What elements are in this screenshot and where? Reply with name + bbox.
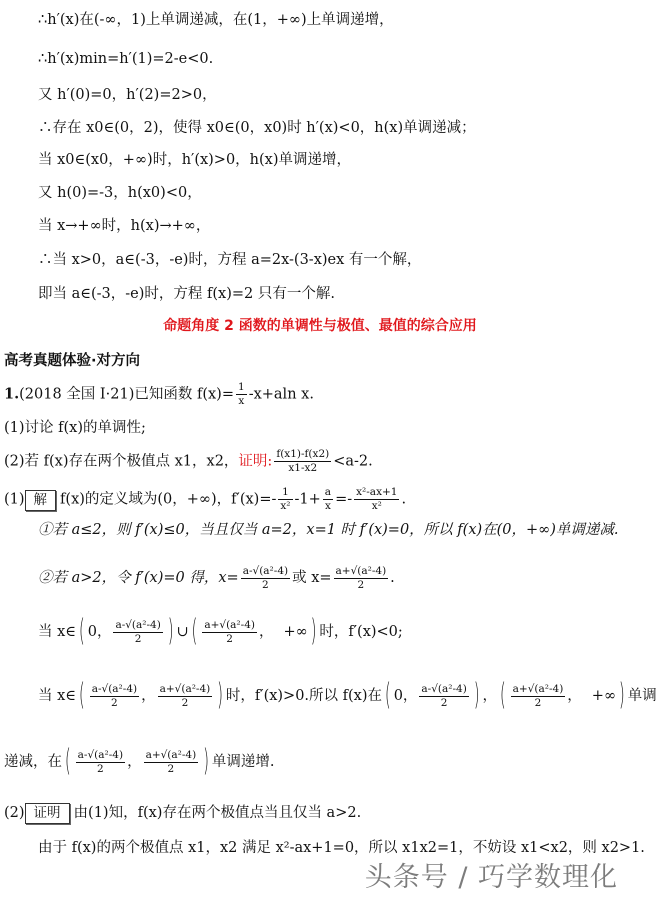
- root-plus-b: $\frac{\text{a+√(a²-4)}}{2}$: [159, 682, 211, 709]
- case2-end: .: [390, 570, 395, 586]
- increasing-line: [38, 676, 657, 716]
- text-line-4: ∴存在 x0∈(0，2)，使得 x0∈(0，x0)时 h′(x)<0，h(x)单调递减；: [38, 120, 476, 136]
- text-line-3: 又 h′(0)=0，h′(2)=2>0，: [38, 87, 217, 103]
- interval-comma-c: ，: [141, 688, 156, 704]
- part2-text: (2)若 f(x)存在两个极值点 x1，x2，: [4, 453, 239, 470]
- derivative-frac-2: $\frac{a}{x}$: [324, 486, 332, 512]
- negative-tail: 时，f′(x)<0;: [319, 624, 403, 640]
- left-paren-d: (: [385, 679, 391, 713]
- increasing-tail: 单调递增.: [211, 754, 275, 770]
- interval-comma-b: ，: [258, 624, 274, 640]
- case-1: ①若 a≤2，则 f′(x)≤0，当且仅当 a=2，x=1 时 f′(x)=0，所以 f(x)在(0，+∞)单调递减.: [38, 522, 619, 538]
- text-line-7: 当 x→+∞时，h(x)→+∞，: [38, 218, 211, 234]
- fraction-one-over-x: $\frac{1}{x}$: [238, 381, 245, 407]
- root-minus-d: $\frac{\text{a-√(a²-4)}}{2}$: [77, 748, 124, 775]
- root-minus-b: $\frac{\text{a-√(a²-4)}}{2}$: [91, 682, 138, 709]
- when-x-in: 当 x∈: [38, 624, 77, 640]
- problem-number: 1.: [4, 385, 20, 403]
- case2-text: ②若 a>2，令 f′(x)=0 得，x=: [38, 570, 239, 586]
- right-paren-d: ): [473, 679, 480, 713]
- root-plus: $\frac{\text{a+√(a²-4)}}{2}$: [335, 564, 387, 591]
- prove-box: 证明: [25, 803, 70, 824]
- watermark: 头条号 / 巧学数理化: [364, 862, 618, 893]
- fraction-difference-quotient: $\frac{f(x1)-f(x2)}{x1-x2}$: [276, 448, 330, 474]
- left-paren: (: [79, 615, 85, 649]
- root-minus-a: $\frac{\text{a-√(a²-4)}}{2}$: [115, 618, 161, 645]
- problem-part-2: [4, 448, 640, 475]
- case-2: [38, 558, 640, 598]
- interval-comma-e: ，: [482, 688, 497, 704]
- solution-domain-line: [4, 486, 640, 513]
- text-line-5: 当 x0∈(x0，+∞)时，h′(x)>0，h(x)单调递增，: [38, 152, 352, 168]
- solve-box: 解: [25, 490, 57, 511]
- section-title: 高考真题体验·对方向: [4, 353, 141, 369]
- decreasing-cont: 递减，在: [4, 754, 62, 770]
- when-x-in-2: 当 x∈: [38, 688, 77, 704]
- derivative-mid: -1+: [294, 491, 321, 508]
- root-plus-a: $\frac{\text{a+√(a²-4)}}{2}$: [204, 618, 255, 645]
- derivative-end: .: [401, 491, 407, 508]
- prove-label: 证明:: [238, 453, 273, 470]
- interval-zero: 0: [87, 624, 97, 640]
- left-paren-e: (: [499, 679, 506, 713]
- text-line-9: 即当 a∈(-3，-e)时，方程 f(x)=2 只有一个解.: [38, 286, 335, 302]
- interval-comma-f: ，: [567, 688, 582, 704]
- domain-text: f(x)的定义域为(0，+∞)，f′(x)=-: [60, 491, 277, 508]
- problem-part-1: (1)讨论 f(x)的单调性;: [4, 420, 146, 436]
- right-paren-f: ): [203, 745, 209, 779]
- part2-label: (2): [4, 805, 25, 821]
- interval-comma-g: ，: [127, 754, 142, 770]
- derivative-frac-3: $\frac{\text{x²-ax+1}}{\text{x²}}$: [356, 486, 398, 512]
- part2-solution-line: [4, 803, 640, 824]
- part2-inequality: <a-2.: [333, 453, 373, 470]
- left-paren-f: (: [65, 745, 71, 779]
- root-minus-c: $\frac{\text{a-√(a²-4)}}{2}$: [421, 682, 467, 709]
- root-plus-c: $\frac{\text{a+√(a²-4)}}{2}$: [512, 682, 564, 709]
- increasing-interval-line: [4, 742, 640, 782]
- text-line-2: ∴h′(x)min=h′(1)=2-e<0.: [38, 51, 214, 67]
- plus-infinity-2: +∞: [591, 688, 617, 704]
- problem-stem-post: -x+aln x.: [248, 386, 314, 403]
- case2-or: 或 x=: [292, 570, 332, 586]
- decreasing-word: 单调: [627, 688, 657, 704]
- part1-label: (1): [4, 491, 25, 508]
- last-line: 由于 f(x)的两个极值点 x1，x2 满足 x²-ax+1=0，所以 x1x2=1，不妨设 x1<x2，则 x2>1.: [38, 840, 645, 856]
- plus-infinity: +∞: [283, 624, 308, 640]
- text-line-1: ∴h′(x)在(-∞，1)上单调递减，在(1，+∞)上单调递增，: [38, 12, 394, 28]
- interval-comma-d: ，: [402, 688, 418, 704]
- right-paren-c: ): [217, 679, 223, 713]
- part2-intro: 由(1)知，f(x)存在两个极值点当且仅当 a>2.: [73, 805, 362, 821]
- union-symbol: ∪: [176, 624, 189, 640]
- text-line-8: ∴当 x>0，a∈(-3，-e)时，方程 a=2x-(3-x)ex 有一个解，: [38, 252, 422, 268]
- positive-tail: 时，f′(x)>0.所以 f(x)在: [225, 688, 383, 704]
- right-paren-e: ): [619, 679, 625, 713]
- root-plus-d: $\frac{\text{a+√(a²-4)}}{2}$: [145, 748, 197, 775]
- problem-stem-pre: 已知函数 f(x)=: [134, 386, 234, 403]
- problem-statement: [4, 381, 640, 408]
- problem-source: (2018 全国 Ⅰ·21): [19, 386, 135, 403]
- root-minus: $\frac{\text{a-√(a²-4)}}{2}$: [242, 564, 289, 591]
- interval-zero-2: 0: [393, 688, 403, 704]
- left-paren-b: (: [191, 615, 198, 649]
- subheading: 命题角度 2 函数的单调性与极值、最值的综合应用: [163, 318, 477, 334]
- left-paren-c: (: [79, 679, 85, 713]
- right-paren: ): [167, 615, 174, 649]
- decreasing-line: [38, 612, 640, 652]
- derivative-eq: =-: [335, 491, 353, 508]
- text-line-6: 又 h(0)=-3，h(x0)<0，: [38, 185, 202, 201]
- interval-comma: ，: [96, 624, 112, 640]
- derivative-frac-1: $\frac{1}{\text{x²}}$: [280, 486, 291, 512]
- right-paren-b: ): [310, 615, 317, 649]
